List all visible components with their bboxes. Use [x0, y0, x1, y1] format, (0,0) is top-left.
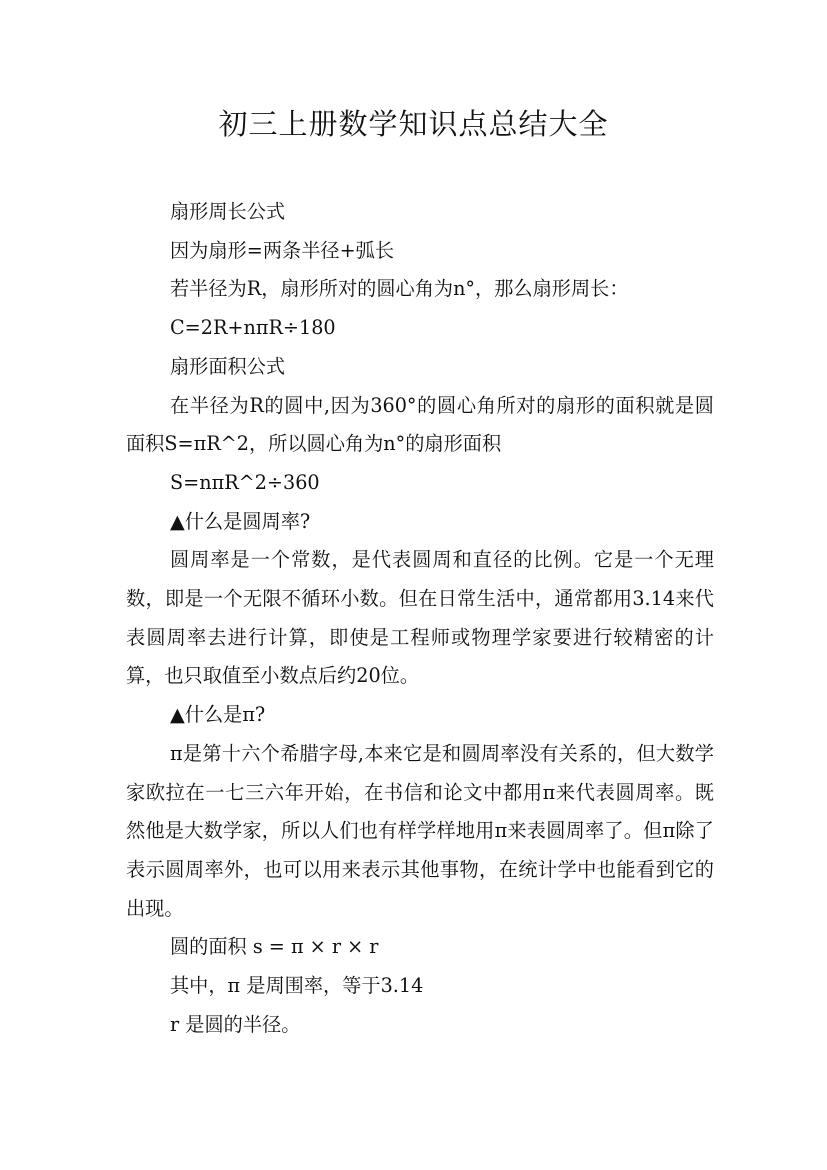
- paragraph-sector-perimeter-definition: 因为扇形=两条半径+弧长: [170, 238, 395, 262]
- paragraph-sector-area-explanation: 在半径为R的圆中,因为360°的圆心角所对的扇形的面积就是圆面积S=πR^2，所以圆心角为n°的扇形面积: [126, 393, 714, 456]
- paragraph-pi-question: ▲什么是π?: [170, 703, 266, 727]
- paragraph-sector-perimeter-condition: 若半径为R，扇形所对的圆心角为n°，那么扇形周长：: [170, 277, 629, 301]
- paragraph-pi-answer: π是第十六个希腊字母,本来它是和圆周率没有关系的，但大数学家欧拉在一七三六年开始，在书信和论文中都用π来代表圆周率。既然他是大数学家，所以人们也有样学样地用π来表圆周率了。但π除了表示圆周率外，也可以用来表示其他事物，在统计学中也能看到它的出现。: [126, 741, 714, 920]
- paragraph-area-formula: S=nπR^2÷360: [170, 470, 320, 494]
- paragraph-circle-area-formula: 圆的面积 s = π × r × r: [170, 935, 379, 959]
- document-body: [126, 193, 714, 1044]
- paragraph-pi-ratio-answer: 圆周率是一个常数，是代表圆周和直径的比例。它是一个无理数，即是一个无限不循环小数。但在日常生活中，通常都用3.14来代表圆周率去进行计算，即使是工程师或物理学家要进行较精密的计算，也只取值至小数点后约20位。: [126, 548, 714, 688]
- document-title: 初三上册数学知识点总结大全: [218, 107, 609, 141]
- paragraph-pi-value: 其中，π 是周围率，等于3.14: [170, 974, 424, 998]
- paragraph-pi-ratio-question: ▲什么是圆周率?: [170, 509, 311, 533]
- paragraph-radius-definition: r 是圆的半径。: [170, 1012, 301, 1036]
- paragraph-perimeter-formula: C=2R+nπR÷180: [170, 316, 336, 340]
- paragraph-sector-perimeter-heading: 扇形周长公式: [170, 200, 286, 223]
- paragraph-sector-area-heading: 扇形面积公式: [170, 354, 286, 378]
